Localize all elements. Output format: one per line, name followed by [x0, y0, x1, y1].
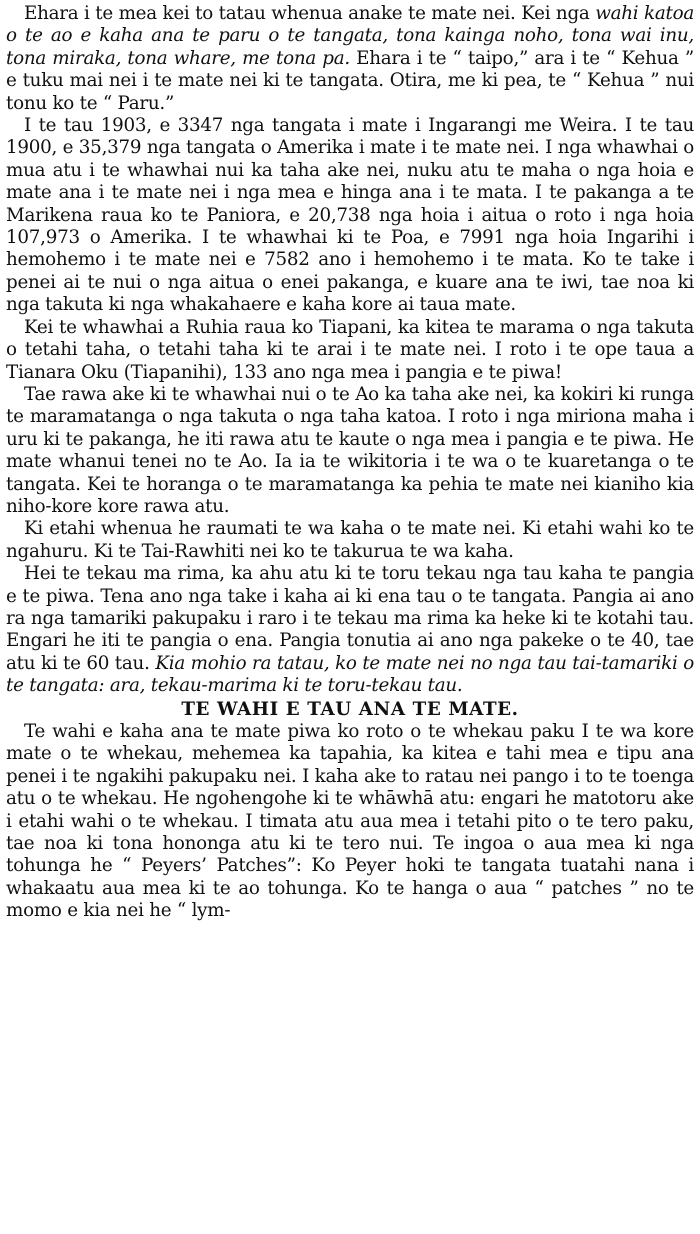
paragraph-text: Tae rawa ake ki te whawhai nui o te Ao ka taha ake nei, ka kokiri ki runga te maramatanga o nga takuta o nga taha katoa. I roto i nga miriona maha i uru ki te pakanga, he iti rawa atu te kaute o nga mea i pangia e te piwa. He mate whanui tenei no te Ao. Ia ia te wikitoria i te wa o te kuaretanga o te tangata. Kei te horanga o te maramatanga ka pehia te mate nei kianiho kia niho-kore kore rawa atu.: [6, 383, 694, 517]
paragraph-text: Kei te whawhai a Ruhia raua ko Tiapani, ka kitea te marama o nga takuta o tetahi taha, o tetahi taha ki te arai i te mate nei. I roto i te ope taua a Tianara Oku (Tiapanihi), 133 ano nga mea i pangia e te piwa!: [6, 316, 694, 383]
paragraph-text: Ehara i te mea kei to tatau whenua anake te mate nei. Kei nga: [24, 3, 596, 24]
section-heading: TE WAHI E TAU ANA TE MATE.: [181, 698, 519, 720]
paragraph-text: Hei te tekau ma rima, ka ahu atu ki te toru tekau nga tau kaha te pangia e te piwa. Tena ano nga take i kaha ai ki ena tau o te tangata. Pangia ai ano ra nga tamariki pakupaku i raro i te tekau ma rima ka heke ki te kotahi tau. Engari he iti te pangia o ena. Pangia tonutia ai ano nga pakeke o te 40, tae atu ki te 60 tau.: [6, 563, 694, 674]
paragraph-text: I te tau 1903, e 3347 nga tangata i mate i Ingarangi me Weira. I te tau 1900, e 35,379 nga tangata o Amerika i mate i te mate nei. I nga whawhai o mua atu i te whawhai nui ka taha ake nei, nuku atu te maha o nga hoia e mate ana i te mate nei i nga mea e hinga ana i te mata. I te pakanga a te Marikena raua ko te Paniora, e 20,738 nga hoia i aitua o roto i nga hoia 107,973 o Amerika. I te whawhai ki te Poa, e 7991 nga hoia Ingarihi i hemohemo i te mate nei e 7582 ano i hemohemo i te mata. Ko te take i penei ai te nui o nga aitua o enei pakanga, e kuare ana te iwi, tae noa ki nga takuta ki nga whakahaere e kaha kore ai taua mate.: [6, 115, 694, 316]
paragraph-italic-text: Kia mohio ra tatau, ko te mate nei no nga tau tai-tamariki o te tangata: ara, tekau-marima ki te toru-tekau tau.: [6, 652, 694, 697]
paragraph-text: Ehara i te “ taipo,” ara i te “ Kehua ” e tuku mai nei i te mate nei ki te tangata. Otira, me ki pea, te “ Kehua ” nui tonu ko te “ Paru.”: [6, 47, 694, 114]
paragraph: [6, 115, 694, 317]
paragraph: [6, 317, 694, 384]
paragraph-text: Te wahi e kaha ana te mate piwa ko roto o te whekau paku I te wa kore mate o te whekau, mehemea ka tapahia, ka kitea e tahi mea e tipu ana penei i te ngakihi pakupaku nei. I kaha ake to ratau nei pango i to te toenga atu o te whekau. He ngohengohe ki te whāwhā atu: engari he matotoru ake i etahi wahi o te whekau. I timata atu aua mea i tetahi pito o te tero paku, tae noa ki tona hononga atu ki te tero nui. Te ingoa o aua mea ki nga tohunga he “ Peyers’ Patches”: Ko Peyer hoki te tangata tuatahi nana i whakaatu aua mea ki te ao tohunga. Ko te hanga o aua “ patches ” no te momo e kia nei he “ lym-: [6, 721, 694, 922]
paragraph: [6, 563, 694, 697]
paragraph: [6, 721, 694, 923]
paragraph-text: Ki etahi whenua he raumati te wa kaha o te mate nei. Ki etahi wahi ko te ngahuru. Ki te Tai-Rawhiti nei ko te takurua te wa kaha.: [6, 518, 694, 562]
paragraph: [6, 384, 694, 518]
paragraph: [6, 3, 694, 115]
paragraph: [6, 518, 694, 563]
paragraph-italic-text: wahi katoa o te ao e kaha ana te paru o te tangata, tona kainga noho, tona wai inu, tona miraka, tona whare, me tona pa.: [6, 3, 694, 69]
